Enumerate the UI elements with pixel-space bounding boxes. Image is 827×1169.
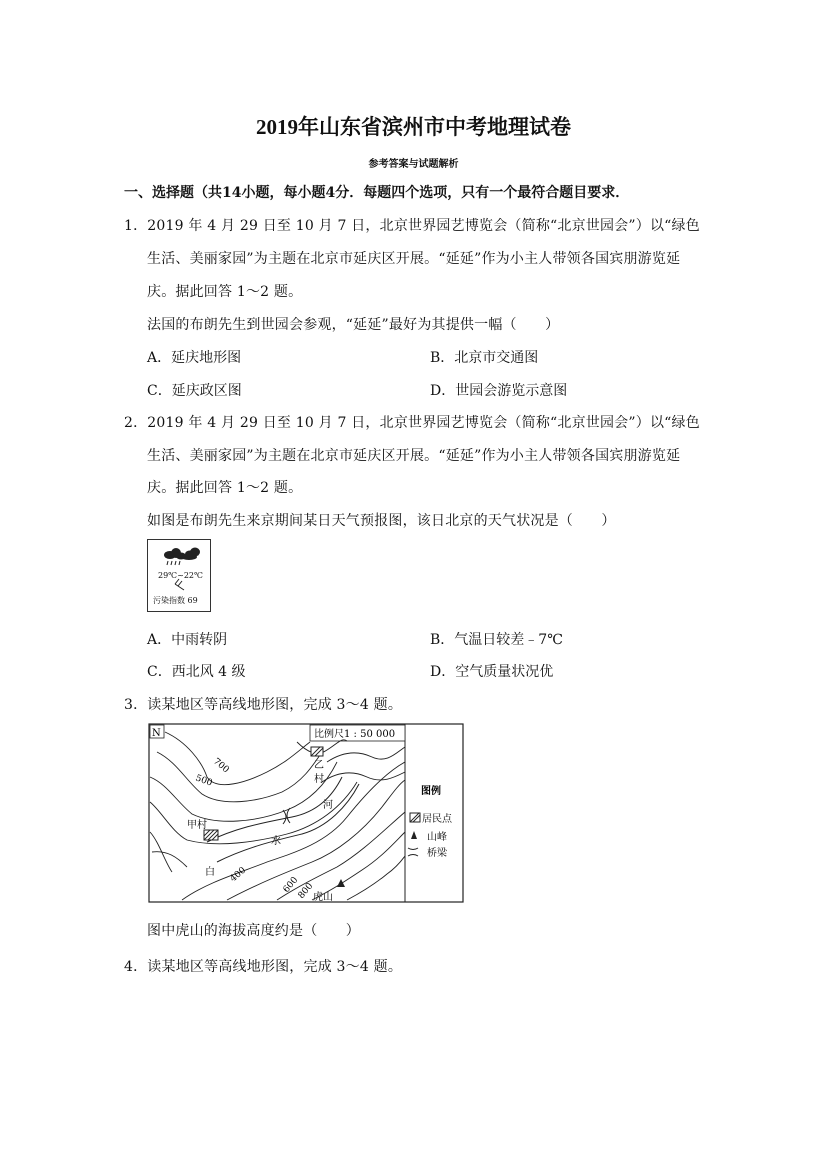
- q1-stem-line1: 1．2019 年 4 月 29 日至 10 月 7 日，北京世界园艺博览会（简称“北京世园会”）以“绿色: [124, 218, 700, 234]
- contour-label-600: 600: [281, 875, 301, 895]
- contour-label-700: 700: [211, 756, 231, 776]
- q2-stem-line1: 2．2019 年 4 月 29 日至 10 月 7 日，北京世界园艺博览会（简称“北京世园会”）以“绿色: [124, 415, 700, 431]
- q1-question: 法国的布朗先生到世园会参观，“延延”最好为其提供一幅（ ）: [147, 317, 560, 333]
- q3-question: 图中虎山的海拔高度约是（ ）: [147, 923, 360, 939]
- q1-option-c[interactable]: C．延庆政区图: [147, 383, 242, 399]
- q2-option-b[interactable]: B．气温日较差﹣7℃: [430, 632, 563, 648]
- q1-option-a[interactable]: A．延庆地形图: [147, 350, 242, 366]
- q2-question: 如图是布朗先生来京期间某日天气预报图，该日北京的天气状况是（ ）: [147, 513, 616, 529]
- weather-forecast-figure: [147, 539, 211, 612]
- contour-label-400: 400: [228, 865, 249, 885]
- section-heading: 一、选择题（共14小题，每小题4分．每题四个选项，只有一个最符合题目要求．: [124, 185, 630, 201]
- village-jia: 甲村: [187, 820, 207, 831]
- village-yi-2: 村: [314, 774, 324, 785]
- q2-stem-line3: 庆。据此回答 1～2 题。: [147, 480, 303, 496]
- q1-stem-line3: 庆。据此回答 1～2 题。: [147, 284, 303, 300]
- q1-stem-line2: 生活、美丽家园”为主题在北京市延庆区开展。“延延”作为小主人带领各国宾朋游览延: [147, 251, 681, 267]
- q2-option-a[interactable]: A．中雨转阴: [147, 632, 228, 648]
- river-label-he: 河: [323, 800, 333, 811]
- q2-option-d[interactable]: D．空气质量状况优: [430, 664, 554, 680]
- q1-option-b[interactable]: B．北京市交通图: [430, 350, 539, 366]
- river-label-shui: 水: [271, 836, 281, 847]
- legend-peak: 山峰: [427, 832, 447, 843]
- q2-option-c[interactable]: C．西北风 4 级: [147, 664, 246, 680]
- peak-name: 虎山: [313, 892, 333, 903]
- river-label-bai: 白: [205, 867, 215, 878]
- village-yi-1: 乙: [314, 760, 324, 771]
- page-title: 2019年山东省滨州市中考地理试卷: [256, 115, 571, 139]
- page-subtitle: 参考答案与试题解析: [368, 159, 459, 170]
- q2-stem-line2: 生活、美丽家园”为主题在北京市延庆区开展。“延延”作为小主人带领各国宾朋游览延: [147, 448, 681, 464]
- map-scale: 比例尺1 : 50 000: [314, 729, 396, 740]
- q4-stem: 4．读某地区等高线地形图，完成 3～4 题。: [124, 959, 403, 975]
- contour-label-800: 800: [296, 881, 316, 901]
- contour-map: [147, 722, 465, 908]
- q1-option-d[interactable]: D．世园会游览示意图: [430, 383, 568, 399]
- north-arrow-label: N: [152, 728, 161, 739]
- weather-pollution: 污染指数 69: [153, 596, 198, 605]
- legend-residence: 居民点: [422, 814, 452, 825]
- contour-label-500: 500: [193, 773, 214, 789]
- legend-title: 图例: [421, 786, 441, 797]
- weather-temp: 29℃~22℃: [158, 571, 203, 580]
- legend-bridge: 桥梁: [427, 848, 447, 859]
- q3-stem: 3．读某地区等高线地形图，完成 3～4 题。: [124, 697, 403, 713]
